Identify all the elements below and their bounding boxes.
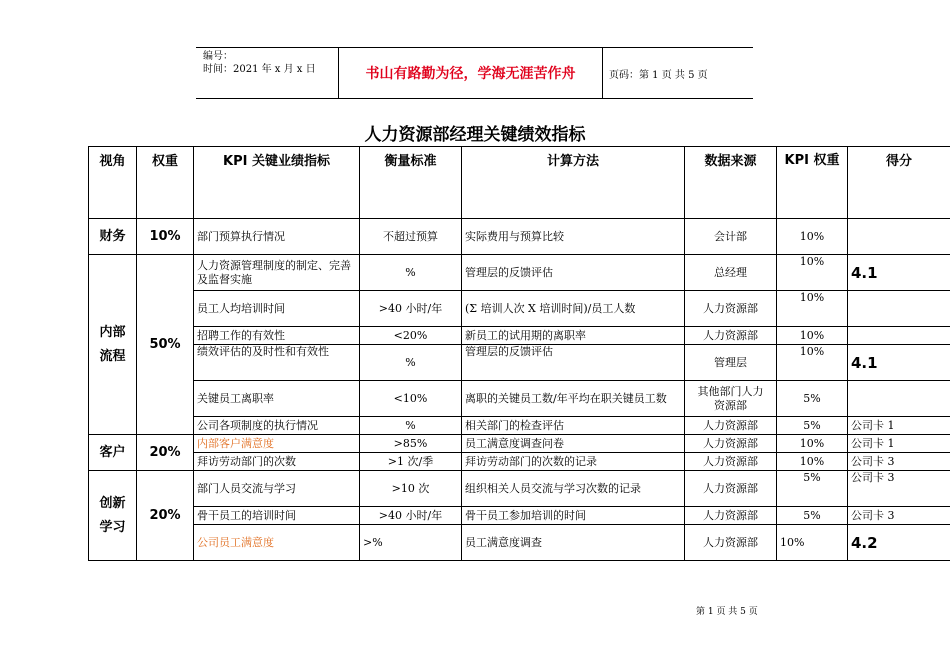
kpi-weight-cell: 10% xyxy=(777,345,848,381)
perspective-line: 流程 xyxy=(99,348,126,364)
perspective-line: 学习 xyxy=(99,519,126,535)
header-row xyxy=(89,147,950,219)
source-cell: 人力资源部 xyxy=(685,507,777,525)
kpi-weight-cell: 5% xyxy=(777,507,848,525)
standard-cell: >1 次/季 xyxy=(360,453,462,471)
kpi-cell: 骨干员工的培训时间 xyxy=(194,507,360,525)
source-cell: 其他部门人力资源部 xyxy=(685,381,777,417)
kpi-weight-cell: 10% xyxy=(777,219,848,255)
col-header: 衡量标准 xyxy=(360,147,462,219)
kpi-cell: 绩效评估的及时性和有效性 xyxy=(194,345,360,381)
score-cell: 4.2 xyxy=(848,525,950,561)
kpi-weight-cell: 10% xyxy=(777,255,848,291)
col-header: 视角 xyxy=(89,147,137,219)
table-row xyxy=(89,453,950,471)
kpi-cell: 部门预算执行情况 xyxy=(194,219,360,255)
score-cell xyxy=(848,219,950,255)
kpi-cell: 内部客户满意度 xyxy=(194,435,360,453)
col-header: KPI 关键业绩指标 xyxy=(194,147,360,219)
table-row xyxy=(89,435,950,453)
weight-cell: 50% xyxy=(137,255,194,435)
method-cell: 员工满意度调查 xyxy=(462,525,685,561)
page-footer: 第 1 页 共 5 页 xyxy=(696,607,758,617)
col-header: 计算方法 xyxy=(462,147,685,219)
standard-cell: % xyxy=(360,417,462,435)
standard-cell: >85% xyxy=(360,435,462,453)
source-cell: 人力资源部 xyxy=(685,291,777,327)
weight-cell: 20% xyxy=(137,435,194,471)
method-cell: 拜访劳动部门的次数的记录 xyxy=(462,453,685,471)
perspective-line: 内部 xyxy=(99,324,126,340)
page-label: 页码：第 1 页 共 5 页 xyxy=(609,69,708,81)
score-cell: 公司卡 3 xyxy=(848,453,950,471)
table-row xyxy=(89,507,950,525)
method-cell: (Σ 培训人次 X 培训时间)/员工人数 xyxy=(462,291,685,327)
method-cell: 相关部门的检查评估 xyxy=(462,417,685,435)
method-cell: 组织相关人员交流与学习次数的记录 xyxy=(462,471,685,507)
kpi-cell: 关键员工离职率 xyxy=(194,381,360,417)
standard-cell: % xyxy=(360,255,462,291)
kpi-weight-cell: 5% xyxy=(777,381,848,417)
score-cell xyxy=(848,327,950,345)
perspective-cell: 财务 xyxy=(89,219,137,255)
kpi-weight-cell: 10% xyxy=(777,435,848,453)
kpi-weight-cell: 5% xyxy=(777,471,848,507)
time-label: 时间：2021 年 x 月 x 日 xyxy=(203,64,316,75)
method-cell: 骨干员工参加培训的时间 xyxy=(462,507,685,525)
score-cell: 公司卡 3 xyxy=(848,471,950,507)
score-cell xyxy=(848,291,950,327)
method-cell: 实际费用与预算比较 xyxy=(462,219,685,255)
table-row xyxy=(89,381,950,417)
kpi-weight-cell: 10% xyxy=(777,291,848,327)
kpi-weight-cell: 10% xyxy=(777,453,848,471)
col-header: 得分 xyxy=(848,147,950,219)
score-cell: 4.1 xyxy=(848,345,950,381)
source-cell: 人力资源部 xyxy=(685,435,777,453)
slogan: 书山有路勤为径，学海无涯苦作舟 xyxy=(339,48,603,98)
score-cell: 公司卡 1 xyxy=(848,417,950,435)
method-cell: 管理层的反馈评估 xyxy=(462,345,685,381)
standard-cell: >40 小时/年 xyxy=(360,507,462,525)
table-row xyxy=(89,471,950,507)
table-row xyxy=(89,417,950,435)
kpi-cell: 公司各项制度的执行情况 xyxy=(194,417,360,435)
source-cell: 总经理 xyxy=(685,255,777,291)
table-row xyxy=(89,291,950,327)
source-cell: 人力资源部 xyxy=(685,453,777,471)
score-cell xyxy=(848,381,950,417)
perspective-cell xyxy=(89,255,137,435)
table-row xyxy=(89,255,950,291)
perspective-line: 创新 xyxy=(99,495,126,511)
standard-cell: <10% xyxy=(360,381,462,417)
page-title: 人力资源部经理关键绩效指标 xyxy=(364,125,586,145)
perspective-cell: 客户 xyxy=(89,435,137,471)
standard-cell: >% xyxy=(360,525,462,561)
table-row xyxy=(89,219,950,255)
col-header: 数据来源 xyxy=(685,147,777,219)
standard-cell: >10 次 xyxy=(360,471,462,507)
table-row xyxy=(89,525,950,561)
col-header: 权重 xyxy=(137,147,194,219)
method-cell: 员工满意度调查问卷 xyxy=(462,435,685,453)
source-cell: 人力资源部 xyxy=(685,417,777,435)
score-cell: 公司卡 3 xyxy=(848,507,950,525)
kpi-cell: 部门人员交流与学习 xyxy=(194,471,360,507)
kpi-cell: 公司员工满意度 xyxy=(194,525,360,561)
kpi-weight-cell: 10% xyxy=(777,327,848,345)
number-label: 编号： xyxy=(203,51,233,62)
source-cell: 人力资源部 xyxy=(685,327,777,345)
source-cell: 人力资源部 xyxy=(685,525,777,561)
source-cell: 会计部 xyxy=(685,219,777,255)
col-header: KPI 权重 xyxy=(777,147,848,219)
score-cell: 4.1 xyxy=(848,255,950,291)
kpi-cell: 员工人均培训时间 xyxy=(194,291,360,327)
perspective-cell xyxy=(89,471,137,561)
weight-cell: 20% xyxy=(137,471,194,561)
method-cell: 新员工的试用期的离职率 xyxy=(462,327,685,345)
standard-cell: 不超过预算 xyxy=(360,219,462,255)
kpi-cell: 人力资源管理制度的制定、完善及监督实施 xyxy=(194,255,360,291)
weight-cell: 10% xyxy=(137,219,194,255)
kpi-cell: 拜访劳动部门的次数 xyxy=(194,453,360,471)
score-cell: 公司卡 1 xyxy=(848,435,950,453)
method-cell: 离职的关键员工数/年平均在职关键员工数 xyxy=(462,381,685,417)
document-header xyxy=(196,47,753,99)
kpi-weight-cell: 5% xyxy=(777,417,848,435)
standard-cell: <20% xyxy=(360,327,462,345)
table-row xyxy=(89,327,950,345)
kpi-cell: 招聘工作的有效性 xyxy=(194,327,360,345)
header-info xyxy=(196,48,339,98)
table-row xyxy=(89,345,950,381)
standard-cell: % xyxy=(360,345,462,381)
kpi-table xyxy=(88,146,950,561)
kpi-weight-cell: 10% xyxy=(777,525,848,561)
source-cell: 管理层 xyxy=(685,345,777,381)
method-cell: 管理层的反馈评估 xyxy=(462,255,685,291)
standard-cell: >40 小时/年 xyxy=(360,291,462,327)
source-cell: 人力资源部 xyxy=(685,471,777,507)
